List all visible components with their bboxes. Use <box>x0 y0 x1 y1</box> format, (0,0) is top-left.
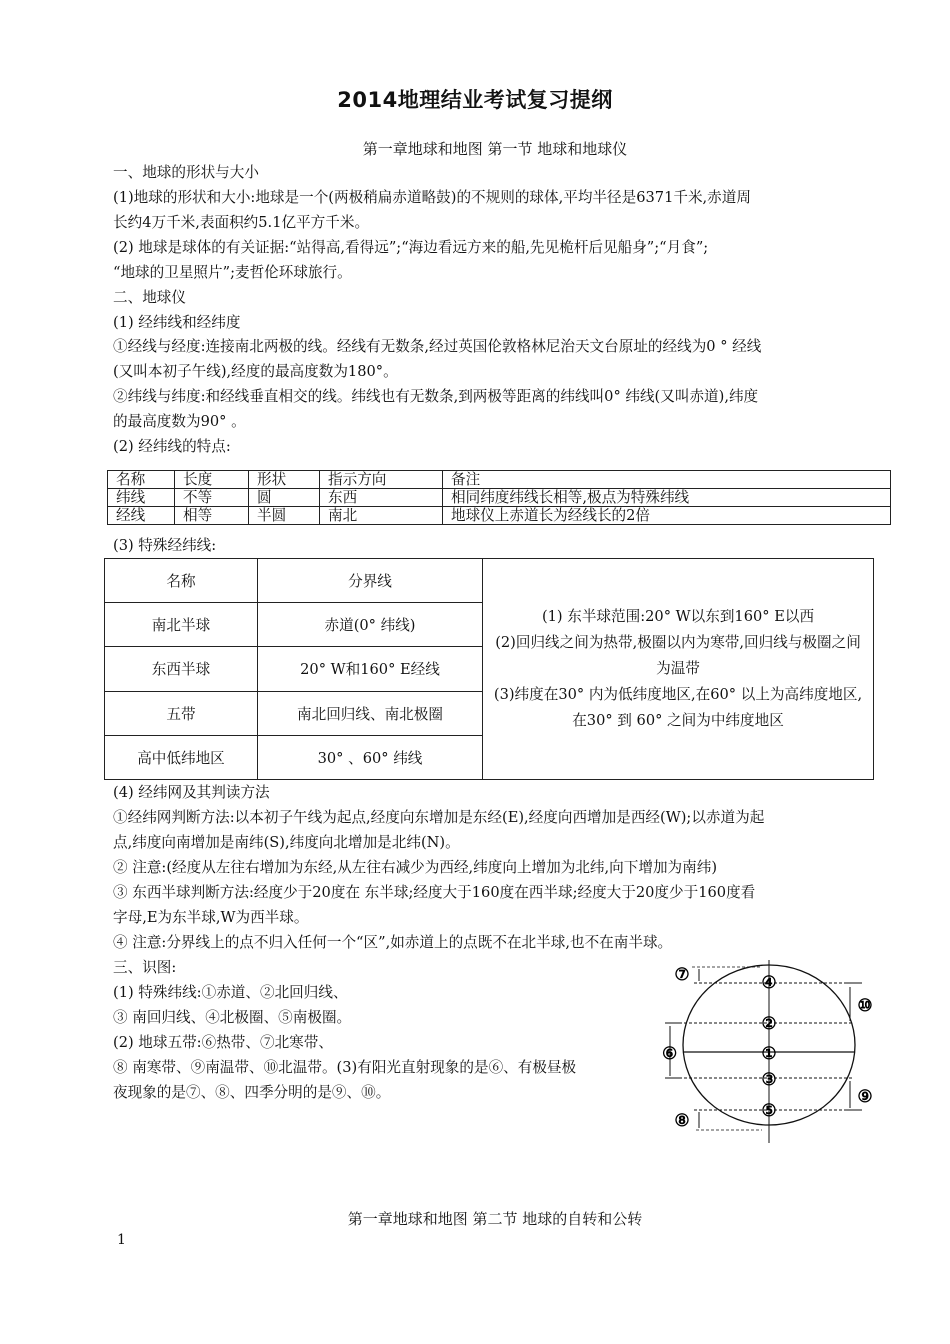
label-antarctic-circle: ⑤ <box>761 1101 777 1121</box>
label-south-temperate: ⑨ <box>857 1087 873 1107</box>
table-cell: 长度 <box>175 471 249 489</box>
table-cell: 地球仪上赤道长为经线长的2倍 <box>443 507 891 525</box>
table-row <box>108 507 891 525</box>
table-cell: 分界线 <box>258 559 483 603</box>
label-arctic-circle: ④ <box>761 973 777 993</box>
heading-globe: 二、地球仪 <box>113 289 186 306</box>
table-cell: 半圆 <box>249 507 320 525</box>
table-cell: 20° W和160° E经线 <box>258 647 483 691</box>
paragraph-grid-line1: ①经纬网判断方法:以本初子午线为起点,经度向东增加是东经(E),经度向西增加是西经(W);以赤道为起 <box>113 809 765 826</box>
table-cell: 赤道(0° 纬线) <box>258 603 483 647</box>
page-number: 1 <box>117 1232 126 1248</box>
table-cell: 高中低纬地区 <box>105 735 258 779</box>
notes-cell <box>483 559 874 780</box>
diagram-text-line2: ③ 南回归线、④北极圈、⑤南极圈。 <box>113 1009 352 1026</box>
table-cell: 相等 <box>175 507 249 525</box>
table-row <box>108 489 891 507</box>
table-cell: 南北 <box>320 507 443 525</box>
table-header-row <box>105 559 874 603</box>
heading-shape-size: 一、地球的形状与大小 <box>113 164 259 181</box>
label-tropic-capricorn: ③ <box>761 1070 777 1090</box>
subheading-features: (2) 经纬线的特点: <box>113 438 231 455</box>
table-cell: 名称 <box>105 559 258 603</box>
label-tropic-cancer: ② <box>761 1014 777 1034</box>
paragraph-hemisphere-line2: 字母,E为东半球,W为西半球。 <box>113 909 309 926</box>
subheading-grid-reading: (4) 经纬网及其判读方法 <box>113 784 270 801</box>
table-cell: 圆 <box>249 489 320 507</box>
note-line: (1) 东半球范围:20° W以东到160° E以西 <box>541 608 815 625</box>
paragraph-meridian-line2: (又叫本初子午线),经度的最高度数为180°。 <box>113 363 398 380</box>
table-cell: 纬线 <box>108 489 175 507</box>
table-cell: 南北回归线、南北极圈 <box>258 691 483 735</box>
diagram-text-line5: 夜现象的是⑦、⑧、四季分明的是⑨、⑩。 <box>113 1084 391 1101</box>
paragraph-boundary-note: ④ 注意:分界线上的点不归入任何一个“区”,如赤道上的点既不在北半球,也不在南半球。 <box>113 934 673 951</box>
page-title: 2014地理结业考试复习提纲 <box>337 88 613 112</box>
note-line: (3)纬度在30° 内为低纬度地区,在60° 以上为高纬度地区,在30° 到 60° 之间为中纬度地区 <box>493 686 863 729</box>
special-lines-table <box>104 558 874 780</box>
paragraph-hemisphere-line1: ③ 东西半球判断方法:经度少于20度在 东半球;经度大于160度在西半球;经度大于20度少于160度看 <box>113 884 756 901</box>
section-title-1: 第一章地球和地图 第一节 地球和地球仪 <box>362 140 628 158</box>
table-cell: 五带 <box>105 691 258 735</box>
heading-diagram: 三、识图: <box>113 959 177 976</box>
diagram-text-line3: (2) 地球五带:⑥热带、⑦北寒带、 <box>113 1034 333 1051</box>
table-cell: 指示方向 <box>320 471 443 489</box>
table-cell: 东西半球 <box>105 647 258 691</box>
paragraph-shape-line1: (1)地球的形状和大小:地球是一个(两极稍扁赤道略鼓)的不规则的球体,平均半径是6371千米,赤道周 <box>113 189 751 206</box>
subheading-special-lines: (3) 特殊经纬线: <box>113 537 217 554</box>
table-cell: 名称 <box>108 471 175 489</box>
paragraph-meridian-line1: ①经线与经度:连接南北两极的线。经线有无数条,经过英国伦敦格林尼治天文台原址的经线为0 ° 经线 <box>113 338 762 355</box>
paragraph-grid-note: ② 注意:(经度从左往右增加为东经,从左往右减少为西经,纬度向上增加为北纬,向下增加为南纬) <box>113 859 718 876</box>
table-cell: 形状 <box>249 471 320 489</box>
table-cell: 南北半球 <box>105 603 258 647</box>
subheading-lat-long: (1) 经纬线和经纬度 <box>113 314 241 331</box>
paragraph-grid-line2: 点,纬度向南增加是南纬(S),纬度向北增加是北纬(N)。 <box>113 834 460 851</box>
features-table <box>107 470 891 525</box>
diagram-text-line4: ⑧ 南寒带、⑨南温带、⑩北温带。(3)有阳光直射现象的是⑥、有极昼极 <box>113 1059 577 1076</box>
table-cell: 东西 <box>320 489 443 507</box>
label-north-temperate: ⑩ <box>857 996 873 1016</box>
table-cell: 相同纬度纬线长相等,极点为特殊纬线 <box>443 489 891 507</box>
table-cell: 30° 、60° 纬线 <box>258 735 483 779</box>
table-cell: 不等 <box>175 489 249 507</box>
diagram-text-line1: (1) 特殊纬线:①赤道、②北回归线、 <box>113 984 348 1001</box>
paragraph-evidence-line1: (2) 地球是球体的有关证据:“站得高,看得远”;“海边看远方来的船,先见桅杆后见船身”;“月食”; <box>113 239 709 256</box>
table-header-row <box>108 471 891 489</box>
table-cell: 备注 <box>443 471 891 489</box>
table-cell: 经线 <box>108 507 175 525</box>
label-tropical: ⑥ <box>662 1044 678 1064</box>
label-equator: ① <box>761 1044 777 1064</box>
note-line: (2)回归线之间为热带,极圈以内为寒带,回归线与极圈之间为温带 <box>495 634 861 677</box>
label-north-frigid: ⑦ <box>674 965 690 985</box>
label-south-frigid: ⑧ <box>674 1111 690 1131</box>
earth-zones-diagram <box>662 960 884 1146</box>
paragraph-parallel-line1: ②纬线与纬度:和经线垂直相交的线。纬线也有无数条,到两极等距离的纬线叫0° 纬线(又叫赤道),纬度 <box>113 388 759 405</box>
paragraph-shape-line2: 长约4万千米,表面积约5.1亿平方千米。 <box>113 214 370 231</box>
section-title-2: 第一章地球和地图 第二节 地球的自转和公转 <box>347 1210 643 1228</box>
paragraph-evidence-line2: “地球的卫星照片”;麦哲伦环球旅行。 <box>113 264 352 281</box>
paragraph-parallel-line2: 的最高度数为90° 。 <box>113 413 246 430</box>
